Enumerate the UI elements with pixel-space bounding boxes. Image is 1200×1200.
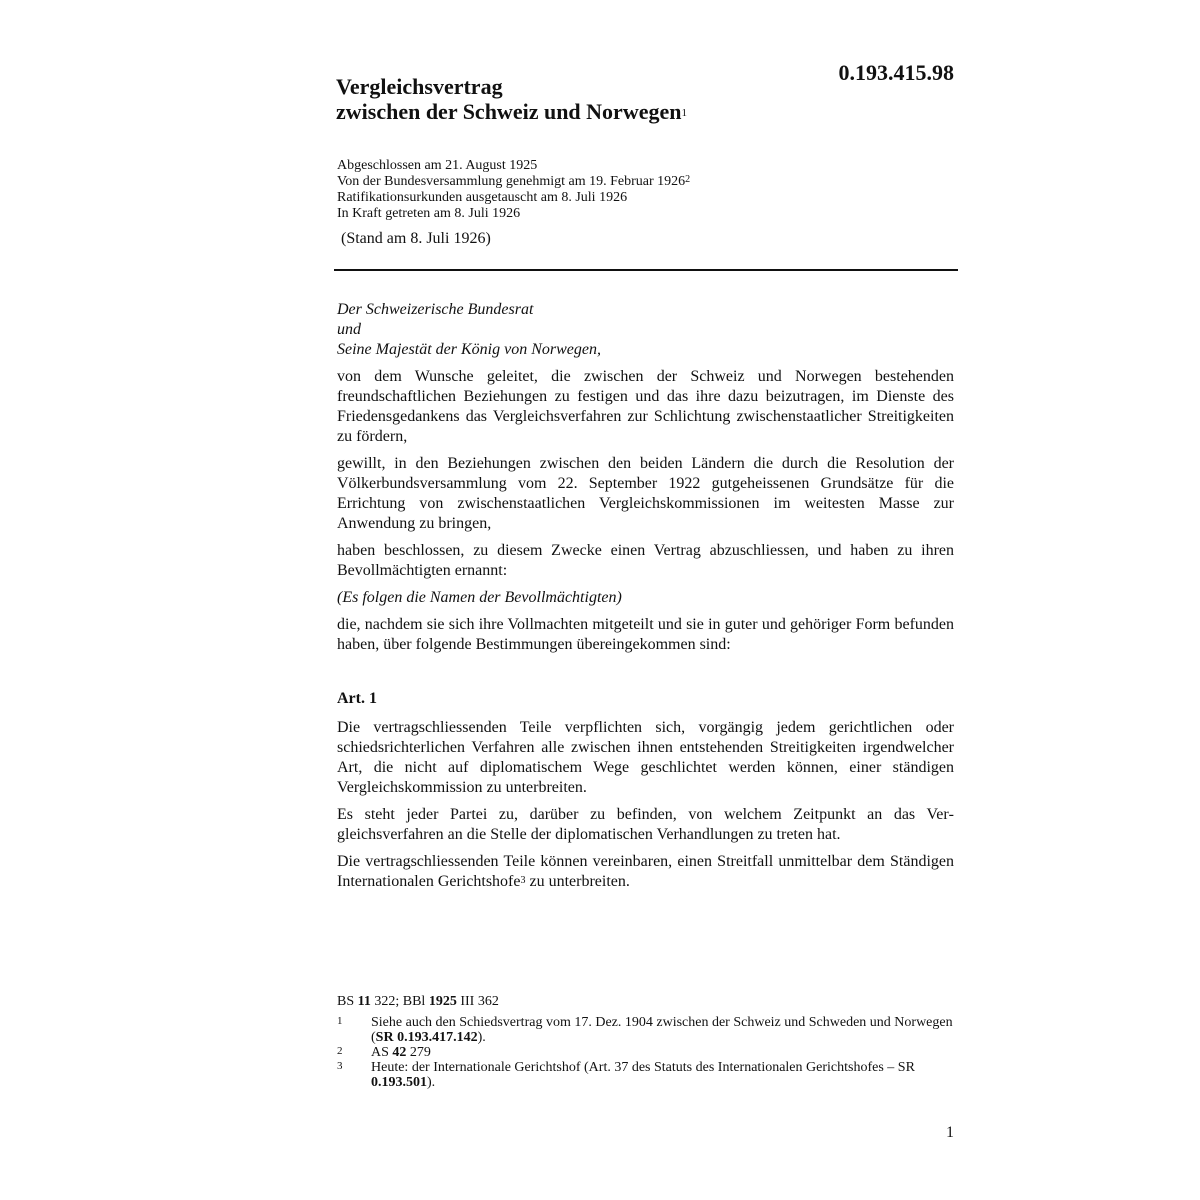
footnotes: [337, 994, 954, 1090]
approval-footnote-ref[interactable]: 2: [685, 174, 691, 185]
plenipotentiaries-note: (Es folgen die Namen der Bevollmächtigten): [337, 589, 622, 606]
header-divider: [334, 269, 958, 271]
preamble-paragraph-2: gewillt, in den Beziehungen zwischen den beiden Ländern die durch die Resolution der Völkerbundsversammlung vom 22. September 1922 gutgeheissenen Grundsätze für die Errichtung von zwischenstaatlichen Vergleichskommissionen im weitesten Masse zur Anwendung zu bringen,: [337, 455, 954, 532]
article-1-body: [337, 718, 954, 892]
source-bbl-end: III 362: [456, 994, 499, 1009]
court-footnote-ref[interactable]: 3: [520, 875, 526, 886]
article-1-paragraph-3-end: zu unterbreiten.: [525, 873, 630, 890]
title-line-2: zwischen der Schweiz und Norwegen: [336, 99, 682, 124]
footnote-2-volume: 42: [392, 1045, 407, 1060]
footnote-3-number: 3: [337, 1060, 343, 1072]
footnote-1-end: ).: [477, 1030, 486, 1045]
article-1-paragraph-2: Es steht jeder Partei zu, darüber zu befinden, von welchem Zeitpunkt an das Vergleichsverfahren an die Stelle der diplomatischen Verhandlungen zu treten hat.: [337, 806, 954, 843]
preamble-paragraph-3: haben beschlossen, zu diesem Zwecke einen Vertrag abzuschliessen, und haben zu ihren Bevollmächtigten ernannt:: [337, 542, 954, 579]
footnote-1-text: [371, 1015, 954, 1045]
footnote-3-sr-link[interactable]: 0.193.501: [371, 1075, 427, 1090]
footnote-2-text: [371, 1045, 954, 1060]
article-1-paragraph-3-text: Die vertragschliessenden Teile können vereinbaren, einen Streitfall unmittelbar dem Ständigen Internationalen Gerichtshofe: [337, 853, 954, 890]
source-reference: [337, 994, 954, 1009]
sr-number: 0.193.415.98: [838, 60, 954, 85]
footnote-2-as: AS: [371, 1045, 393, 1060]
article-1-paragraph-1: Die vertragschliessenden Teile verpflichten sich, vorgängig jedem gerichtlichen oder schiedsrichterlichen Verfahren alle zwischen ihnen entstehenden Streitigkeiten irgendwelcher Art, die nicht auf diplomatischem Wege geschlichtet werden können, einer ständigen Vergleichskommission zu unterbreiten.: [337, 719, 954, 796]
footnote-1: [337, 1015, 954, 1045]
status-date: (Stand am 8. Juli 1926): [341, 230, 491, 247]
footnote-2-page: 279: [406, 1045, 431, 1060]
preamble: [337, 300, 954, 655]
party-norway: Seine Majestät der König von Norwegen,: [337, 341, 601, 358]
approval-date: [337, 174, 937, 190]
concluded-date: Abgeschlossen am 21. August 1925: [337, 158, 538, 173]
party-conjunction: und: [337, 321, 361, 338]
approval-text: Von der Bundesversammlung genehmigt am 19. Februar 1926: [337, 174, 686, 189]
footnote-3-body: Heute: der Internationale Gerichtshof (Art. 37 des Statuts des Internationalen Gerichtshofes – SR: [371, 1060, 915, 1075]
in-force-date: In Kraft getreten am 8. Juli 1926: [337, 206, 521, 221]
footnote-1-body: Siehe auch den Schiedsvertrag vom 17. Dez. 1904 zwischen der Schweiz und Schweden und Norwegen (: [371, 1015, 953, 1045]
party-swiss: Der Schweizerische Bundesrat: [337, 301, 534, 318]
title-line-1: Vergleichsvertrag: [336, 74, 503, 99]
footnote-2-number: 2: [337, 1045, 343, 1057]
footnote-3-text: [371, 1060, 954, 1090]
source-bs: BS: [337, 994, 358, 1009]
source-bbl-year: 1925: [428, 994, 457, 1009]
preamble-paragraph-4: die, nachdem sie sich ihre Vollmachten mitgeteilt und sie in guter und gehöriger Form befunden haben, über folgende Bestimmungen übereingekommen sind:: [337, 616, 954, 653]
article-1-paragraph-3: [337, 852, 954, 892]
source-bbl: 322; BBl: [370, 994, 429, 1009]
article-1-heading: Art. 1: [337, 690, 377, 707]
page-number: 1: [946, 1124, 954, 1141]
document-title: [336, 74, 816, 124]
footnote-2: [337, 1045, 954, 1060]
source-bs-volume: 11: [357, 994, 371, 1009]
title-footnote-ref[interactable]: 1: [681, 107, 687, 119]
footnote-1-sr-link[interactable]: SR 0.193.417.142: [375, 1030, 478, 1045]
footnote-1-number: 1: [337, 1015, 343, 1027]
ratification-date: Ratifikationsurkunden ausgetauscht am 8. Juli 1926: [337, 190, 628, 205]
document-metadata: [337, 158, 937, 222]
footnote-3-end: ).: [427, 1075, 436, 1090]
footnote-3: [337, 1060, 954, 1090]
preamble-paragraph-1: von dem Wunsche geleitet, die zwischen der Schweiz und Norwegen bestehenden freundschaftlichen Beziehungen zu festigen und das ihre dazu beizutragen, im Dienste des Friedensgedankens das Vergleichsverfahren zur Schlichtung zwischenstaatlicher Streitigkeiten zu fördern,: [337, 368, 954, 445]
